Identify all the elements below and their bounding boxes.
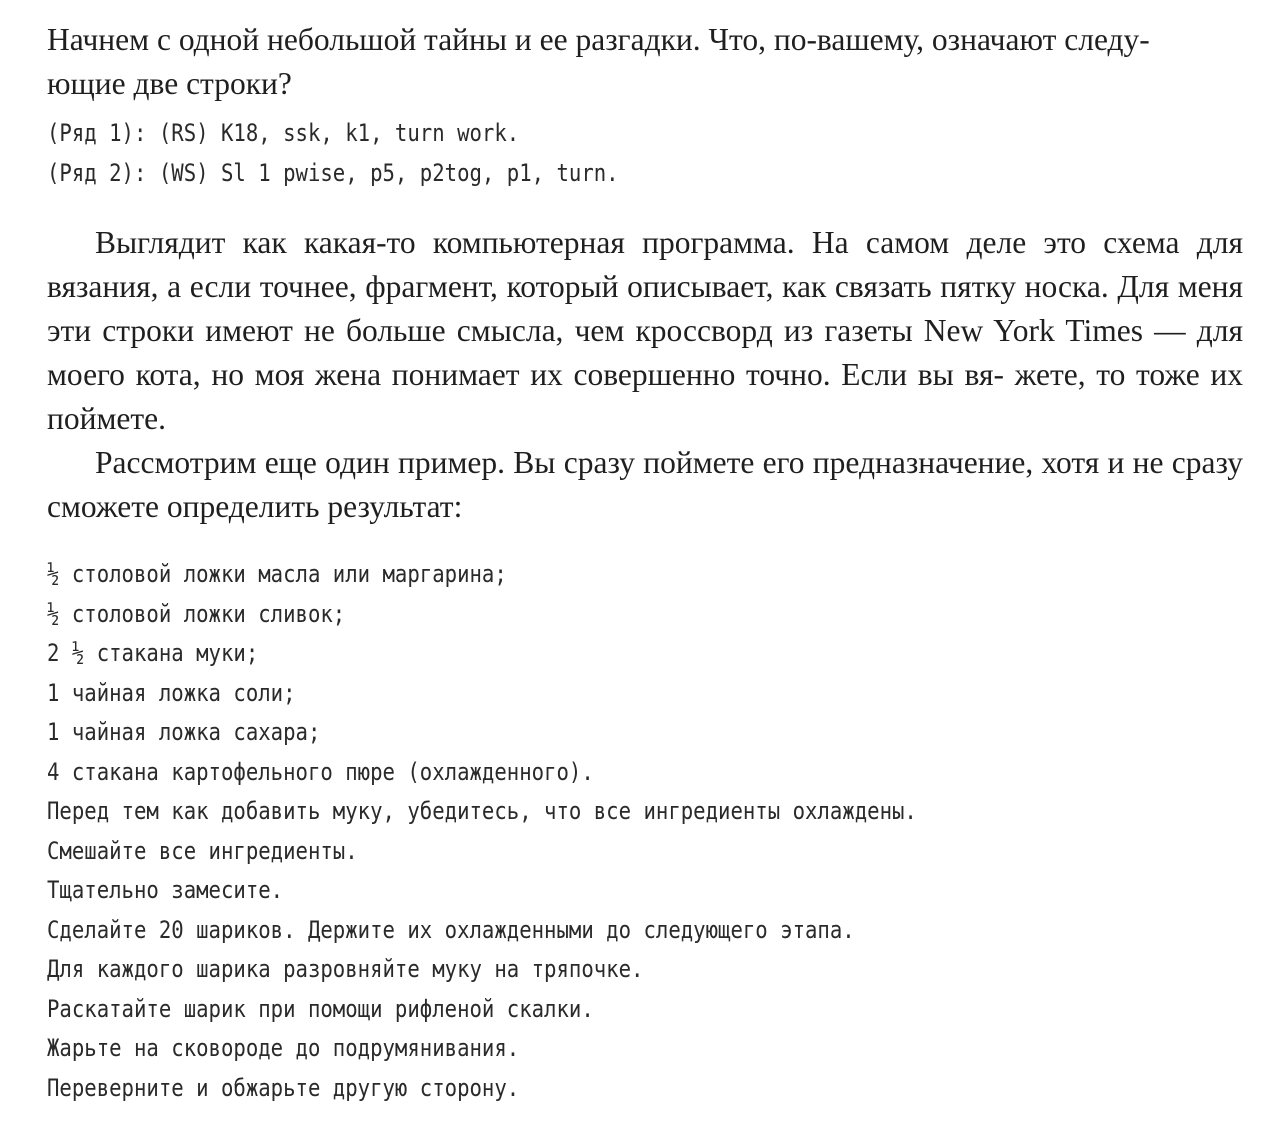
recipe-block [47,555,1243,1108]
pattern-line: (Ряд 2): (WS) Sl 1 pwise, p5, p2tog, p1, turn. [47,158,619,187]
recipe-line: 2 ½ стакана муки; [47,639,259,667]
document-page [47,18,1243,1108]
recipe-line: Жарьте на сковороде до подрумянивания. [47,1034,520,1062]
intro-paragraph [47,18,1243,106]
paragraph-line: вязания, а если точнее, фрагмент, который описывает, как связать пятку носка. [47,269,1109,304]
recipe-line: Перед тем как добавить муку, убедитесь, что все ингредиенты охлаждены. [47,797,917,825]
intro-line: ющие две строки? [47,66,292,101]
recipe-line: 1 чайная ложка соли; [47,678,296,707]
paragraph-line: Выглядит как какая-то компьютерная программа. На самом деле это схема для [95,225,1243,260]
recipe-line: 4 стакана картофельного пюре (охлажденного). [47,757,594,786]
paragraph-knitting-explanation [47,221,1243,441]
paragraph-line: Для меня эти строки имеют не больше смысла, чем кроссворд из газеты New York [47,269,1243,348]
pattern-line: (Ряд 1): (RS) K18, ssk, k1, turn work. [47,119,520,147]
paragraph-line: жете, то тоже их поймете. [47,357,1243,436]
paragraph-second-example [47,441,1243,529]
recipe-line: ½ столовой ложки масла или маргарина; [47,560,507,588]
intro-line: Начнем с одной небольшой тайны и ее разгадки. Что, по-вашему, означают следу- [47,22,1150,57]
recipe-line: ½ столовой ложки сливок; [47,599,346,628]
recipe-line: Тщательно замесите. [47,876,284,904]
paragraph-line: Рассмотрим еще один пример. Вы сразу поймете его предназначение, хотя [95,445,1100,480]
recipe-line: Для каждого шарика разровняйте муку на тряпочке. [47,955,644,983]
paragraph-line: и не сразу сможете определить результат: [47,445,1243,524]
recipe-line: Переверните и обжарьте другую сторону. [47,1073,520,1102]
recipe-line: Раскатайте шарик при помощи рифленой скалки. [47,994,594,1023]
paragraph-line: Times — для моего кота, но моя жена понимает их совершенно точно. Если вы вя- [47,313,1243,392]
recipe-line: 1 чайная ложка сахара; [47,718,321,746]
recipe-line: Смешайте все ингредиенты. [47,836,358,865]
knitting-pattern-block [47,114,1243,193]
recipe-line: Сделайте 20 шариков. Держите их охлажденными до следующего этапа. [47,915,855,944]
